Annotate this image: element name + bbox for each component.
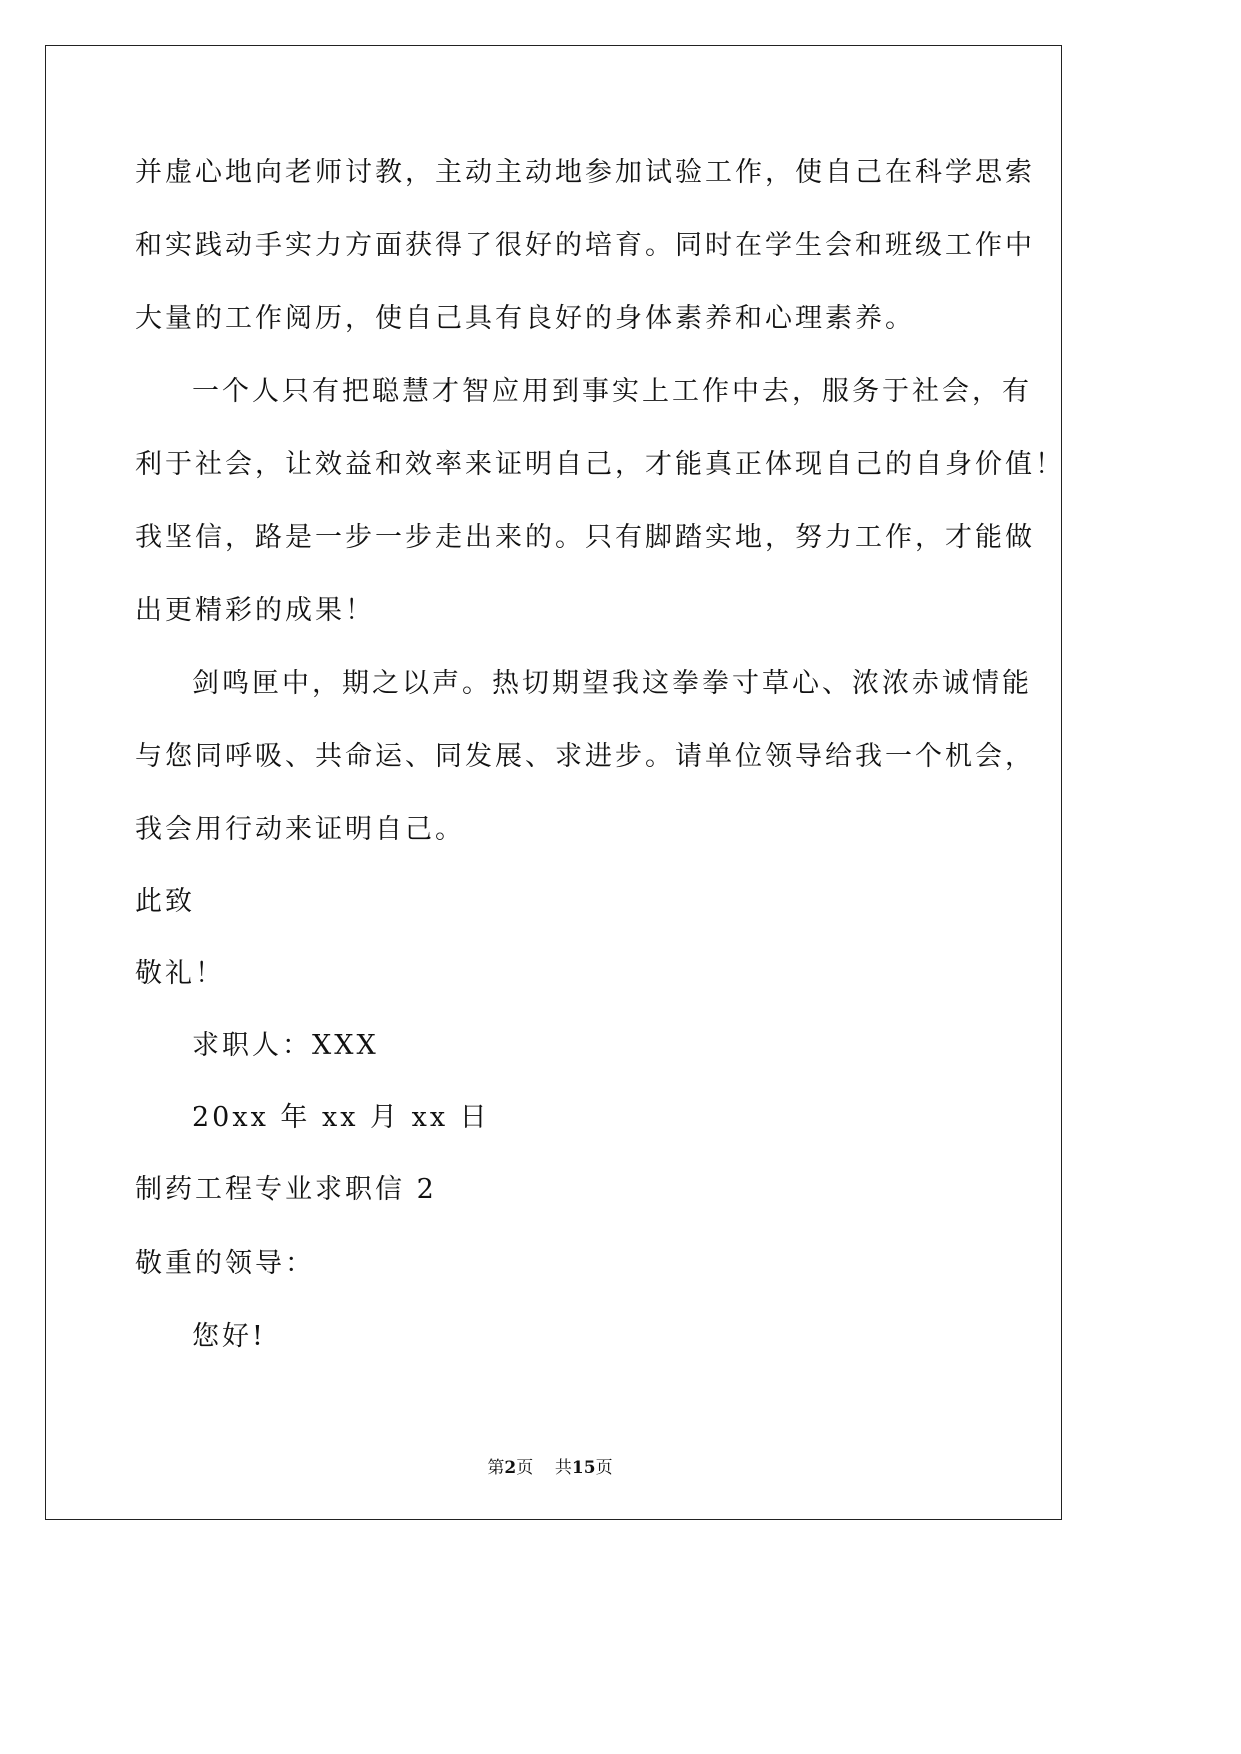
- closing-regards: 敬礼！: [135, 958, 225, 989]
- body-line: 利于社会，让效益和效率来证明自己，才能真正体现自己的自身价值！: [135, 449, 1065, 480]
- letter-date: 20xx 年 xx 月 xx 日: [192, 1102, 490, 1133]
- body-line: 并虚心地向老师讨教，主动主动地参加试验工作，使自己在科学思索: [135, 157, 1035, 188]
- total-pages-number: 15: [571, 1458, 596, 1478]
- footer-page-word: 页: [516, 1458, 534, 1478]
- body-line: 一个人只有把聪慧才智应用到事实上工作中去，服务于社会，有: [192, 376, 1032, 407]
- hello-line: 您好!: [192, 1321, 266, 1352]
- page-footer: [0, 1453, 1100, 1478]
- section-title: 制药工程专业求职信 2: [135, 1174, 437, 1205]
- greeting: 敬重的领导：: [135, 1248, 315, 1279]
- body-line: 我会用行动来证明自己。: [135, 814, 465, 845]
- page-border: [45, 45, 1062, 1520]
- body-line: 和实践动手实力方面获得了很好的培育。同时在学生会和班级工作中: [135, 230, 1035, 261]
- signer: 求职人：XXX: [192, 1030, 379, 1061]
- body-line: 与您同呼吸、共命运、同发展、求进步。请单位领导给我一个机会，: [135, 741, 1035, 772]
- footer-prefix: 第: [487, 1458, 505, 1478]
- body-line: 我坚信，路是一步一步走出来的。只有脚踏实地，努力工作，才能做: [135, 522, 1035, 553]
- footer-total-suffix: 页: [595, 1458, 613, 1478]
- current-page-number: 2: [504, 1458, 517, 1478]
- footer-total-prefix: 共: [554, 1458, 572, 1478]
- closing-salute: 此致: [135, 886, 195, 917]
- body-line: 大量的工作阅历，使自己具有良好的身体素养和心理素养。: [135, 303, 915, 334]
- body-line: 出更精彩的成果！: [135, 595, 375, 626]
- body-line: 剑鸣匣中，期之以声。热切期望我这拳拳寸草心、浓浓赤诚情能: [192, 668, 1032, 699]
